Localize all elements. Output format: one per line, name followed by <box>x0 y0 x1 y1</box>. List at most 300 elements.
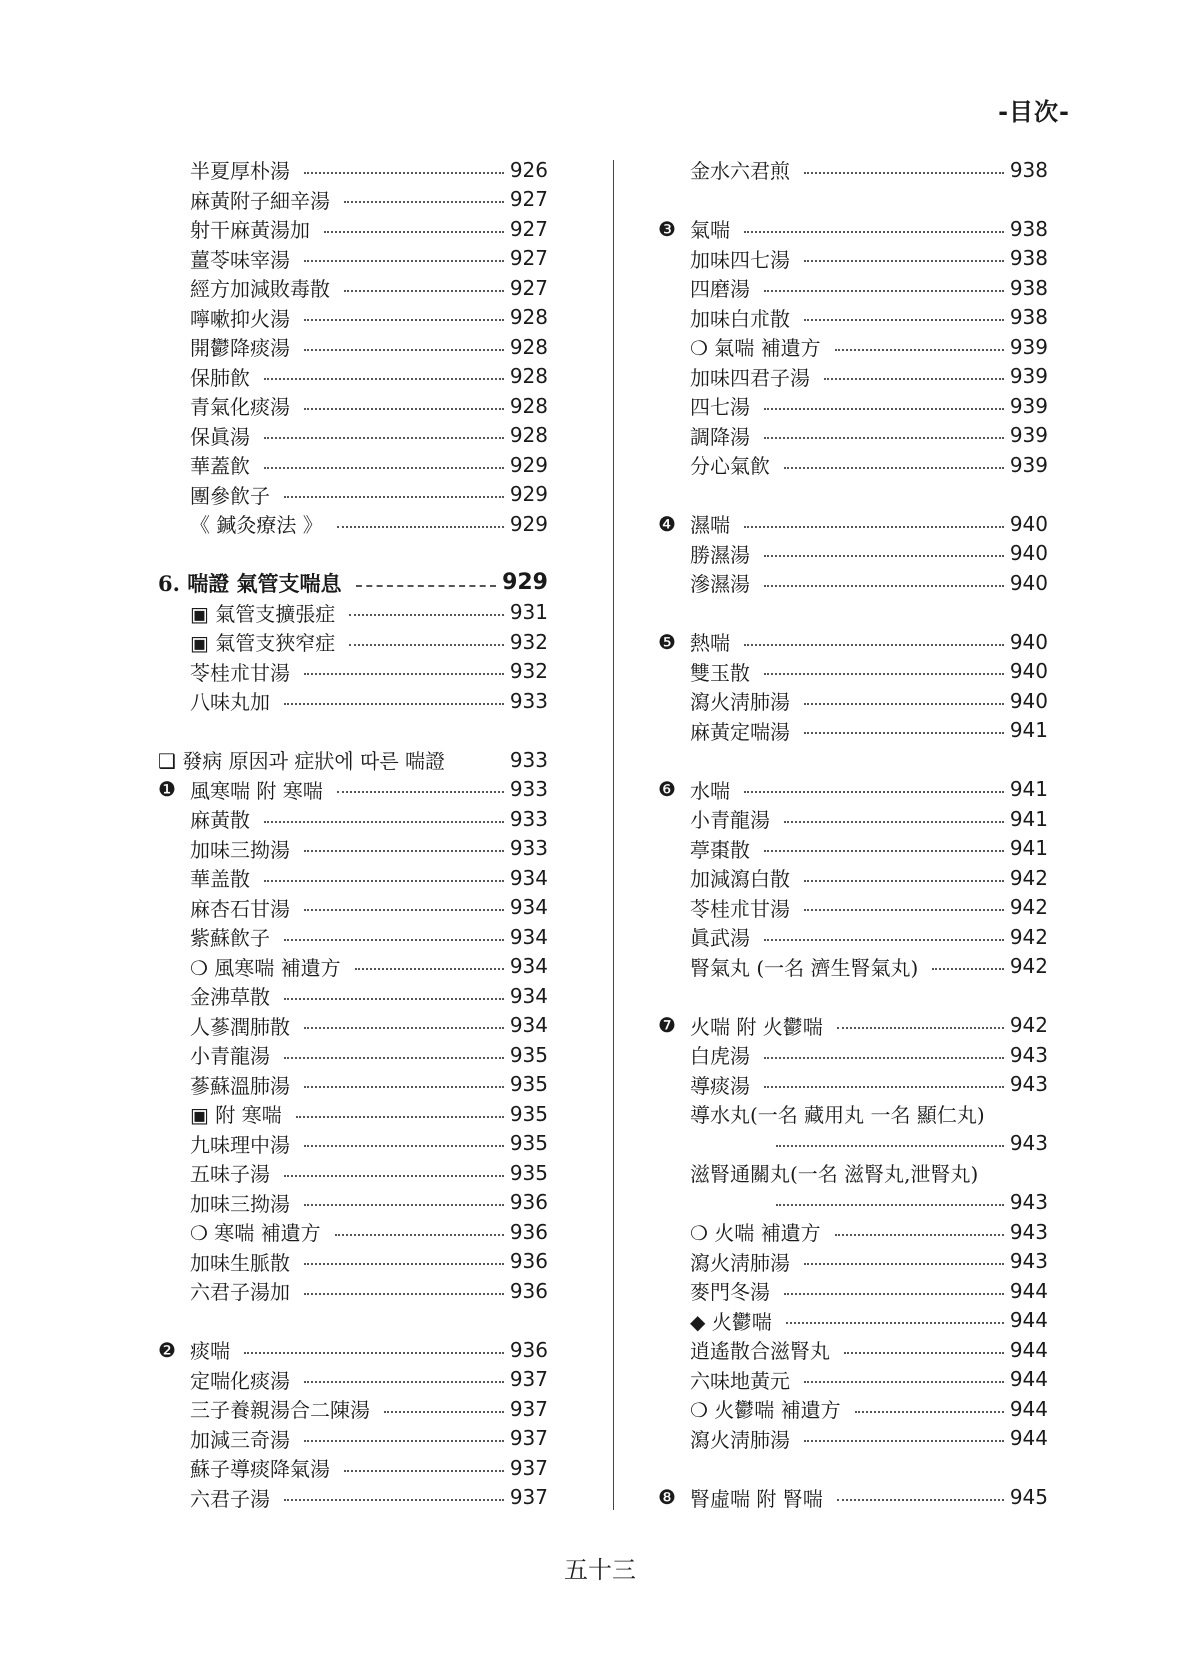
toc-page-number: 934 <box>509 895 548 920</box>
dot-leader <box>744 526 1004 528</box>
toc-entry <box>658 155 1048 185</box>
toc-entry-label: 保肺飮 <box>190 365 250 390</box>
toc-entry <box>658 273 1048 303</box>
dot-leader <box>304 1027 504 1029</box>
toc-entry <box>658 1394 1048 1424</box>
toc-entry <box>658 450 1048 480</box>
toc-page-number: 942 <box>1009 865 1048 890</box>
toc-entry-label: 葶棗散 <box>690 837 750 862</box>
toc-entry-label: 四磨湯 <box>690 277 750 302</box>
toc-page-number: 938 <box>1009 305 1048 330</box>
toc-entry <box>158 1394 548 1424</box>
toc-entry <box>158 598 548 628</box>
dot-leader <box>264 378 504 380</box>
dot-leader <box>384 1411 504 1413</box>
toc-entry-marker: ❻ <box>658 777 676 802</box>
dot-leader <box>835 1234 1004 1236</box>
toc-entry-label: 蔘蘇溫肺湯 <box>190 1073 290 1098</box>
toc-entry-label: ▣ 附 寒喘 <box>190 1103 282 1128</box>
toc-entry <box>158 1158 548 1188</box>
dot-leader <box>855 1411 1004 1413</box>
dot-leader <box>786 1322 1004 1324</box>
dot-leader <box>932 968 1003 970</box>
toc-entry <box>658 893 1048 923</box>
dot-leader <box>337 526 504 528</box>
toc-right-column <box>658 155 1048 1512</box>
toc-entry <box>158 450 548 480</box>
toc-entry <box>158 303 548 333</box>
toc-entry-label: 經方加減敗毒散 <box>190 277 330 302</box>
dot-leader <box>744 791 1004 793</box>
toc-page-number: 928 <box>509 334 548 359</box>
toc-page-number: 941 <box>1009 806 1048 831</box>
dot-leader <box>304 260 504 262</box>
toc-spacer <box>658 480 1048 510</box>
toc-entry-label: 麻黃定喘湯 <box>690 719 790 744</box>
dot-leader <box>324 231 504 233</box>
dot-leader <box>804 1263 1004 1265</box>
toc-entry-label: 熱喘 <box>690 631 730 656</box>
toc-page-number: 929 <box>509 482 548 507</box>
dot-leader <box>349 644 504 646</box>
toc-entry <box>658 716 1048 746</box>
toc-page-number: 942 <box>1009 924 1048 949</box>
toc-entry <box>658 1099 1048 1129</box>
toc-page-number: 934 <box>509 1013 548 1038</box>
toc-page-number: 935 <box>509 1131 548 1156</box>
dot-leader <box>304 909 504 911</box>
toc-entry-label: 調降湯 <box>690 424 750 449</box>
dot-leader <box>304 1086 504 1088</box>
dot-leader <box>264 880 504 882</box>
toc-page-number: 938 <box>1009 157 1048 182</box>
dot-leader <box>284 1175 504 1177</box>
toc-page-number: 937 <box>509 1396 548 1421</box>
toc-page-number: 940 <box>1009 570 1048 595</box>
dot-leader <box>304 1440 504 1442</box>
toc-entry-label: 苓桂朮甘湯 <box>690 896 790 921</box>
toc-entry <box>658 539 1048 569</box>
toc-entry <box>158 1483 548 1513</box>
toc-entry-label: 定喘化痰湯 <box>190 1368 290 1393</box>
toc-page-number: 944 <box>1009 1337 1048 1362</box>
dot-leader <box>356 585 497 587</box>
toc-entry-label: 六君子湯加 <box>190 1280 290 1305</box>
toc-entry <box>158 1040 548 1070</box>
toc-entry-label: ❍ 風寒喘 補遺方 <box>190 955 341 980</box>
dot-leader <box>304 1293 504 1295</box>
toc-entry <box>158 1217 548 1247</box>
toc-entry <box>658 1335 1048 1365</box>
toc-entry <box>158 1453 548 1483</box>
toc-entry-label: ❍ 寒喘 補遺方 <box>190 1221 321 1246</box>
toc-entry <box>158 1335 548 1365</box>
toc-entry-label: 五味子湯 <box>190 1162 270 1187</box>
toc-page-number: 927 <box>509 187 548 212</box>
dot-leader <box>304 349 504 351</box>
toc-entry <box>658 686 1048 716</box>
toc-entry-label: 《 鍼灸療法 》 <box>190 513 323 538</box>
toc-page-number: 936 <box>509 1219 548 1244</box>
dot-leader <box>776 1145 1004 1147</box>
toc-entry <box>658 1424 1048 1454</box>
dot-leader <box>304 319 504 321</box>
toc-entry <box>658 1040 1048 1070</box>
toc-entry-label: 開鬱降痰湯 <box>190 336 290 361</box>
toc-entry-label: ▣ 氣管支狹窄症 <box>190 631 336 656</box>
toc-entry <box>658 362 1048 392</box>
dot-leader <box>837 1027 1004 1029</box>
toc-spacer <box>658 745 1048 775</box>
toc-entry <box>158 332 548 362</box>
toc-page-number: 939 <box>1009 393 1048 418</box>
toc-entry <box>158 214 548 244</box>
toc-entry-label: 眞武湯 <box>690 926 750 951</box>
toc-page-number: 934 <box>509 865 548 890</box>
toc-entry-label: 薑苓味宰湯 <box>190 247 290 272</box>
dot-leader <box>264 821 504 823</box>
toc-page-number: 941 <box>1009 777 1048 802</box>
toc-page-number: 937 <box>509 1426 548 1451</box>
toc-page-number: 938 <box>1009 246 1048 271</box>
toc-entry-label: 導水丸(一名 藏用丸 一名 顯仁丸) <box>690 1103 985 1128</box>
toc-entry <box>158 391 548 421</box>
toc-entry-label: 白虎湯 <box>690 1044 750 1069</box>
dot-leader <box>804 703 1004 705</box>
toc-entry-label: 加味生脈散 <box>190 1250 290 1275</box>
toc-entry-label: 麥門冬湯 <box>690 1280 770 1305</box>
toc-entry-label: 6. 喘證 氣管支喘息 <box>158 570 342 596</box>
toc-page-number: 943 <box>1009 1131 1048 1156</box>
toc-page-number: 937 <box>509 1485 548 1510</box>
toc-entry-marker: ❼ <box>658 1013 676 1038</box>
dot-leader <box>764 939 1004 941</box>
toc-entry-label: 火喘 附 火鬱喘 <box>690 1014 823 1039</box>
dot-leader <box>824 378 1004 380</box>
toc-page-number: 938 <box>1009 216 1048 241</box>
running-header: -目次- <box>998 98 1070 126</box>
toc-page-number: 927 <box>509 246 548 271</box>
toc-entry-label: 腎氣丸 (一名 濟生腎氣丸) <box>690 955 919 980</box>
toc-entry-label: 風寒喘 附 寒喘 <box>190 778 323 803</box>
toc-entry-marker: ❶ <box>158 777 176 802</box>
toc-page-number: 941 <box>1009 718 1048 743</box>
toc-spacer <box>158 716 548 746</box>
toc-entry-label: 麻黃散 <box>190 808 250 833</box>
toc-entry <box>158 922 548 952</box>
toc-entry-label: 分心氣飮 <box>690 454 770 479</box>
dot-leader <box>764 555 1004 557</box>
dot-leader <box>784 1293 1004 1295</box>
toc-entry <box>158 185 548 215</box>
toc-entry <box>658 509 1048 539</box>
toc-entry-label: 加味三拗湯 <box>190 837 290 862</box>
toc-entry-label: 半夏厚朴湯 <box>190 159 290 184</box>
toc-entry <box>658 1365 1048 1395</box>
dot-leader <box>284 1057 504 1059</box>
toc-page-number: 944 <box>1009 1396 1048 1421</box>
toc-entry <box>158 1188 548 1218</box>
toc-page-number: 943 <box>1009 1042 1048 1067</box>
toc-entry-marker: ❹ <box>658 511 676 536</box>
toc-entry-label: 加味三拗湯 <box>190 1191 290 1216</box>
toc-entry-label: 九味理中湯 <box>190 1132 290 1157</box>
toc-entry <box>158 1011 548 1041</box>
toc-entry-label: 麻杏石甘湯 <box>190 896 290 921</box>
toc-entry-label: 加味四七湯 <box>690 247 790 272</box>
toc-entry-label: 雙玉散 <box>690 660 750 685</box>
toc-page-number: 934 <box>509 924 548 949</box>
toc-entry <box>658 804 1048 834</box>
dot-leader <box>304 1263 504 1265</box>
toc-page-number: 934 <box>509 983 548 1008</box>
toc-page-number: 933 <box>509 777 548 802</box>
toc-page-number: 932 <box>509 659 548 684</box>
toc-entry <box>658 1188 1048 1218</box>
toc-entry <box>158 745 548 775</box>
toc-page-number: 934 <box>509 954 548 979</box>
toc-spacer <box>158 539 548 569</box>
toc-page-number: 940 <box>1009 659 1048 684</box>
toc-page-number: 928 <box>509 393 548 418</box>
toc-entry-label: 嚀嗽抑火湯 <box>190 306 290 331</box>
toc-page-number: 935 <box>509 1072 548 1097</box>
toc-page-number: 936 <box>509 1337 548 1362</box>
toc-page-number: 933 <box>509 836 548 861</box>
toc-entry-label: 六味地黃元 <box>690 1368 790 1393</box>
toc-page-number: 943 <box>1009 1190 1048 1215</box>
toc-entry-label: 六君子湯 <box>190 1486 270 1511</box>
toc-entry-label: 加減三奇湯 <box>190 1427 290 1452</box>
toc-entry <box>658 657 1048 687</box>
toc-entry <box>158 480 548 510</box>
toc-entry <box>158 804 548 834</box>
dot-leader <box>804 260 1004 262</box>
toc-page-number: 936 <box>509 1249 548 1274</box>
toc-entry-marker: ❽ <box>658 1485 676 1510</box>
toc-page-number: 928 <box>509 305 548 330</box>
toc-entry <box>658 1158 1048 1188</box>
toc-entry-label: 射干麻黃湯加 <box>190 218 310 243</box>
toc-page-number: 928 <box>509 423 548 448</box>
toc-page-number: 929 <box>502 570 548 596</box>
toc-entry-label: 滋腎通關丸(一名 滋腎丸,泄腎丸) <box>690 1162 979 1187</box>
dot-leader <box>304 673 504 675</box>
toc-entry <box>658 1276 1048 1306</box>
toc-page-number: 933 <box>509 688 548 713</box>
toc-entry <box>658 303 1048 333</box>
toc-entry-label: ▣ 氣管支擴張症 <box>190 601 336 626</box>
toc-page-number: 938 <box>1009 275 1048 300</box>
toc-page-number: 933 <box>509 747 548 772</box>
dot-leader <box>764 408 1004 410</box>
toc-page-number: 940 <box>1009 629 1048 654</box>
dot-leader <box>304 1381 504 1383</box>
dot-leader <box>784 821 1004 823</box>
dot-leader <box>784 467 1004 469</box>
column-divider <box>613 160 614 1510</box>
toc-entry <box>658 421 1048 451</box>
toc-entry <box>658 1129 1048 1159</box>
toc-entry-label: 青氣化痰湯 <box>190 395 290 420</box>
toc-entry <box>158 893 548 923</box>
dot-leader <box>804 909 1004 911</box>
dot-leader <box>349 614 504 616</box>
dot-leader <box>344 1470 504 1472</box>
toc-page-number: 944 <box>1009 1367 1048 1392</box>
toc-page-number: 939 <box>1009 364 1048 389</box>
toc-page-number: 940 <box>1009 541 1048 566</box>
toc-entry-label: ❑ 發病 原因과 症狀에 따른 喘證 <box>158 749 445 774</box>
toc-page-number: 939 <box>1009 423 1048 448</box>
toc-page-number: 936 <box>509 1278 548 1303</box>
toc-entry <box>158 1424 548 1454</box>
toc-entry <box>658 627 1048 657</box>
toc-entry <box>658 952 1048 982</box>
dot-leader <box>804 1440 1004 1442</box>
toc-entry-label: ◆ 火鬱喘 <box>690 1309 772 1334</box>
toc-entry <box>658 834 1048 864</box>
toc-entry-label: ❍ 火鬱喘 補遺方 <box>690 1398 841 1423</box>
toc-entry-label: 勝濕湯 <box>690 542 750 567</box>
toc-entry-label: 金沸草散 <box>190 985 270 1010</box>
toc-entry-label: ❍ 氣喘 補遺方 <box>690 336 821 361</box>
dot-leader <box>296 1116 504 1118</box>
toc-entry-label: ❍ 火喘 補遺方 <box>690 1221 821 1246</box>
toc-spacer <box>158 1306 548 1336</box>
toc-entry <box>158 1070 548 1100</box>
toc-page-number: 942 <box>1009 1013 1048 1038</box>
toc-entry-label: 八味丸加 <box>190 690 270 715</box>
toc-entry-label: 三子養親湯合二陳湯 <box>190 1398 370 1423</box>
toc-entry-label: 四七湯 <box>690 395 750 420</box>
dot-leader <box>264 437 504 439</box>
toc-entry <box>658 244 1048 274</box>
toc-entry-label: 加減瀉白散 <box>690 867 790 892</box>
dot-leader <box>264 467 504 469</box>
toc-page-number: 933 <box>509 806 548 831</box>
toc-entry <box>158 1365 548 1395</box>
dot-leader <box>284 998 504 1000</box>
toc-entry <box>158 775 548 805</box>
toc-entry <box>158 627 548 657</box>
toc-entry-label: 小青龍湯 <box>190 1044 270 1069</box>
toc-entry <box>158 952 548 982</box>
toc-entry <box>158 509 548 539</box>
toc-entry <box>158 1099 548 1129</box>
toc-page-number: 927 <box>509 216 548 241</box>
toc-page-number: 935 <box>509 1042 548 1067</box>
toc-entry-label: 氣喘 <box>690 218 730 243</box>
toc-entry-label: 金水六君煎 <box>690 159 790 184</box>
toc-entry <box>158 273 548 303</box>
toc-page-number: 940 <box>1009 688 1048 713</box>
toc-entry <box>658 1011 1048 1041</box>
dot-leader <box>304 1145 504 1147</box>
dot-leader <box>744 644 1004 646</box>
toc-entry <box>658 1306 1048 1336</box>
toc-page-number: 945 <box>1009 1485 1048 1510</box>
toc-page-number: 927 <box>509 275 548 300</box>
toc-page-number: 928 <box>509 364 548 389</box>
toc-entry <box>658 1070 1048 1100</box>
toc-entry-label: 逍遙散合滋腎丸 <box>690 1339 830 1364</box>
toc-entry <box>158 1129 548 1159</box>
toc-entry-label: 人蔘潤肺散 <box>190 1014 290 1039</box>
toc-entry <box>158 155 548 185</box>
toc-entry <box>158 981 548 1011</box>
dot-leader <box>804 172 1004 174</box>
toc-page-number: 937 <box>509 1367 548 1392</box>
dot-leader <box>244 1352 504 1354</box>
toc-page-number: 931 <box>509 600 548 625</box>
toc-entry <box>158 834 548 864</box>
dot-leader <box>764 850 1004 852</box>
toc-entry <box>658 1217 1048 1247</box>
toc-entry-marker: ❷ <box>158 1337 176 1362</box>
toc-entry-label: 小青龍湯 <box>690 808 770 833</box>
toc-entry-label: 蘇子導痰降氣湯 <box>190 1457 330 1482</box>
dot-leader <box>764 1057 1004 1059</box>
toc-page-number: 937 <box>509 1455 548 1480</box>
toc-spacer <box>658 185 1048 215</box>
toc-entry <box>658 775 1048 805</box>
dot-leader <box>284 1499 504 1501</box>
toc-page-number: 943 <box>1009 1072 1048 1097</box>
toc-page-number: 926 <box>509 157 548 182</box>
toc-entry <box>158 244 548 274</box>
dot-leader <box>804 732 1004 734</box>
toc-entry <box>158 863 548 893</box>
toc-entry <box>158 686 548 716</box>
toc-entry-label: 瀉火淸肺湯 <box>690 1250 790 1275</box>
dot-leader <box>304 172 504 174</box>
dot-leader <box>304 408 504 410</box>
toc-page-number: 935 <box>509 1160 548 1185</box>
dot-leader <box>284 939 504 941</box>
dot-leader <box>284 703 504 705</box>
toc-page-number: 939 <box>1009 452 1048 477</box>
toc-page-number: 929 <box>509 452 548 477</box>
dot-leader <box>764 585 1004 587</box>
toc-entry <box>158 362 548 392</box>
toc-entry <box>658 391 1048 421</box>
toc-page-number: 942 <box>1009 895 1048 920</box>
toc-entry <box>158 1276 548 1306</box>
dot-leader <box>304 1204 504 1206</box>
toc-page-number: 936 <box>509 1190 548 1215</box>
toc-entry-label: 水喘 <box>690 778 730 803</box>
dot-leader <box>344 290 504 292</box>
toc-entry-label: 瀉火淸肺湯 <box>690 690 790 715</box>
toc-page-number: 929 <box>509 511 548 536</box>
toc-section-heading <box>158 568 548 598</box>
dot-leader <box>284 496 504 498</box>
toc-page-number: 935 <box>509 1101 548 1126</box>
toc-entry <box>658 568 1048 598</box>
toc-page-number: 940 <box>1009 511 1048 536</box>
toc-entry-marker: ❸ <box>658 216 676 241</box>
dot-leader <box>804 1381 1004 1383</box>
dot-leader <box>776 1204 1004 1206</box>
toc-entry-label: 滲濕湯 <box>690 572 750 597</box>
dot-leader <box>835 349 1004 351</box>
page-number: 五十三 <box>564 1556 636 1584</box>
toc-left-column <box>158 155 548 1512</box>
toc-entry <box>658 1247 1048 1277</box>
dot-leader <box>837 1499 1004 1501</box>
toc-entry <box>158 657 548 687</box>
